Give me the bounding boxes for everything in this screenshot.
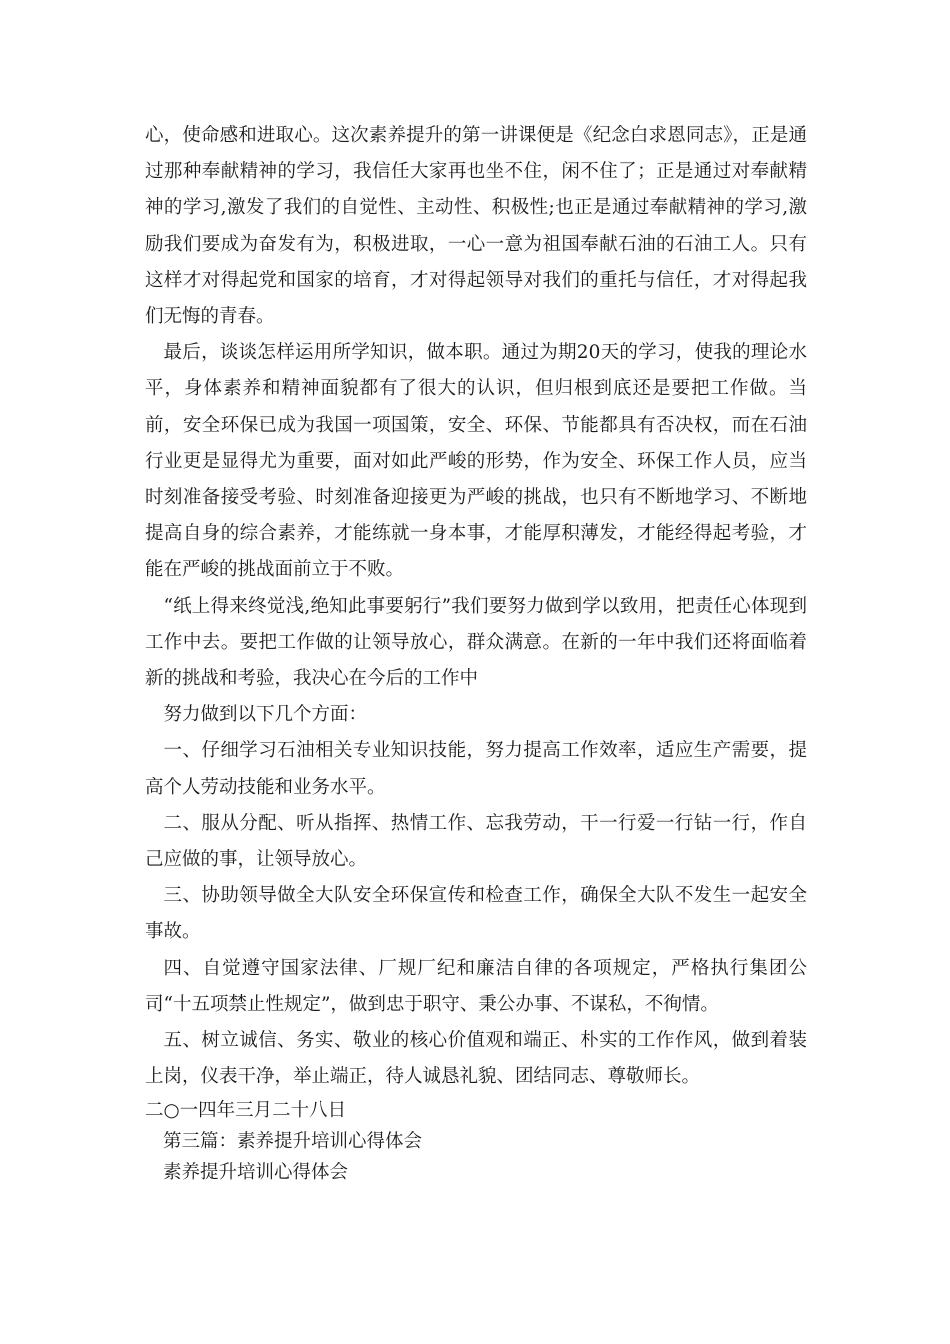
paragraph-3: “纸上得来终觉浅,绝知此事要躬行”我们要努力做到学以致用，把责任心体现到工作中去。要把工作做的让领导放心，群众满意。在新的一年中我们还将面临着新的挑战和考验，我决心在今后的工作中 — [145, 595, 807, 690]
paragraph-2: 最后，谈谈怎样运用所学知识，做本职。通过为期20天的学习，使我的理论水平，身体素养和精神面貌都有了很大的认识，但归根到底还是要把工作做。当前，安全环保已成为我国一项国策，安全、环保、节能都具有否决权，而在石油行业更是显得尤为重要，面对如此严峻的形势，作为安全、环保工作人员，应当时刻准备接受考验、时刻准备迎接更为严峻的挑战，也只有不断地学习、不断地提高自身的综合素养，才能练就一身本事，才能厚积薄发，才能经得起考验，才能在严峻的挑战面前立于不败。 — [145, 342, 807, 581]
list-item-2: 二、服从分配、听从指挥、热情工作、忘我劳动，干一行爱一行钻一行，作自己应做的事，让领导放心。 — [145, 812, 807, 871]
section-title: 素养提升培训心得体会 — [163, 1162, 349, 1184]
list-item-3: 三、协助领导做全大队安全环保宣传和检查工作，确保全大队不发生一起安全事故。 — [145, 885, 807, 943]
list-item-5: 五、树立诚信、务实、敬业的核心价值观和端正、朴实的工作作风，做到着装上岗，仪表干净，举止端正，待人诚恳礼貌、团结同志、尊敬师长。 — [145, 1030, 807, 1088]
document-body — [145, 118, 807, 1188]
list-item-4: 四、自觉遵守国家法律、厂规厂纪和廉洁自律的各项规定，严格执行集团公司“十五项禁止性规定”，做到忠于职守、秉公办事、不谋私，不徇情。 — [145, 957, 807, 1015]
paragraph-1: 心，使命感和进取心。这次素养提升的第一讲课便是《纪念白求恩同志》，正是通过那种奉献精神的学习，我信任大家再也坐不住，闲不住了；正是通过对奉献精神的学习,激发了我们的自觉性、主动性、积极性;也正是通过奉献精神的学习,激励我们要成为奋发有为，积极进取，一心一意为祖国奉献石油的石油工人。只有这样才对得起党和国家的培育，才对得起领导对我们的重托与信任，才对得起我们无悔的青春。 — [145, 125, 807, 328]
date-line: 二○一四年三月二十八日 — [145, 1100, 347, 1122]
paragraph-4: 努力做到以下几个方面： — [163, 704, 368, 726]
section-heading: 第三篇：素养提升培训心得体会 — [163, 1131, 423, 1153]
list-item-1: 一、仔细学习石油相关专业知识技能，努力提高工作效率，适应生产需要，提高个人劳动技能和业务水平。 — [145, 740, 807, 798]
